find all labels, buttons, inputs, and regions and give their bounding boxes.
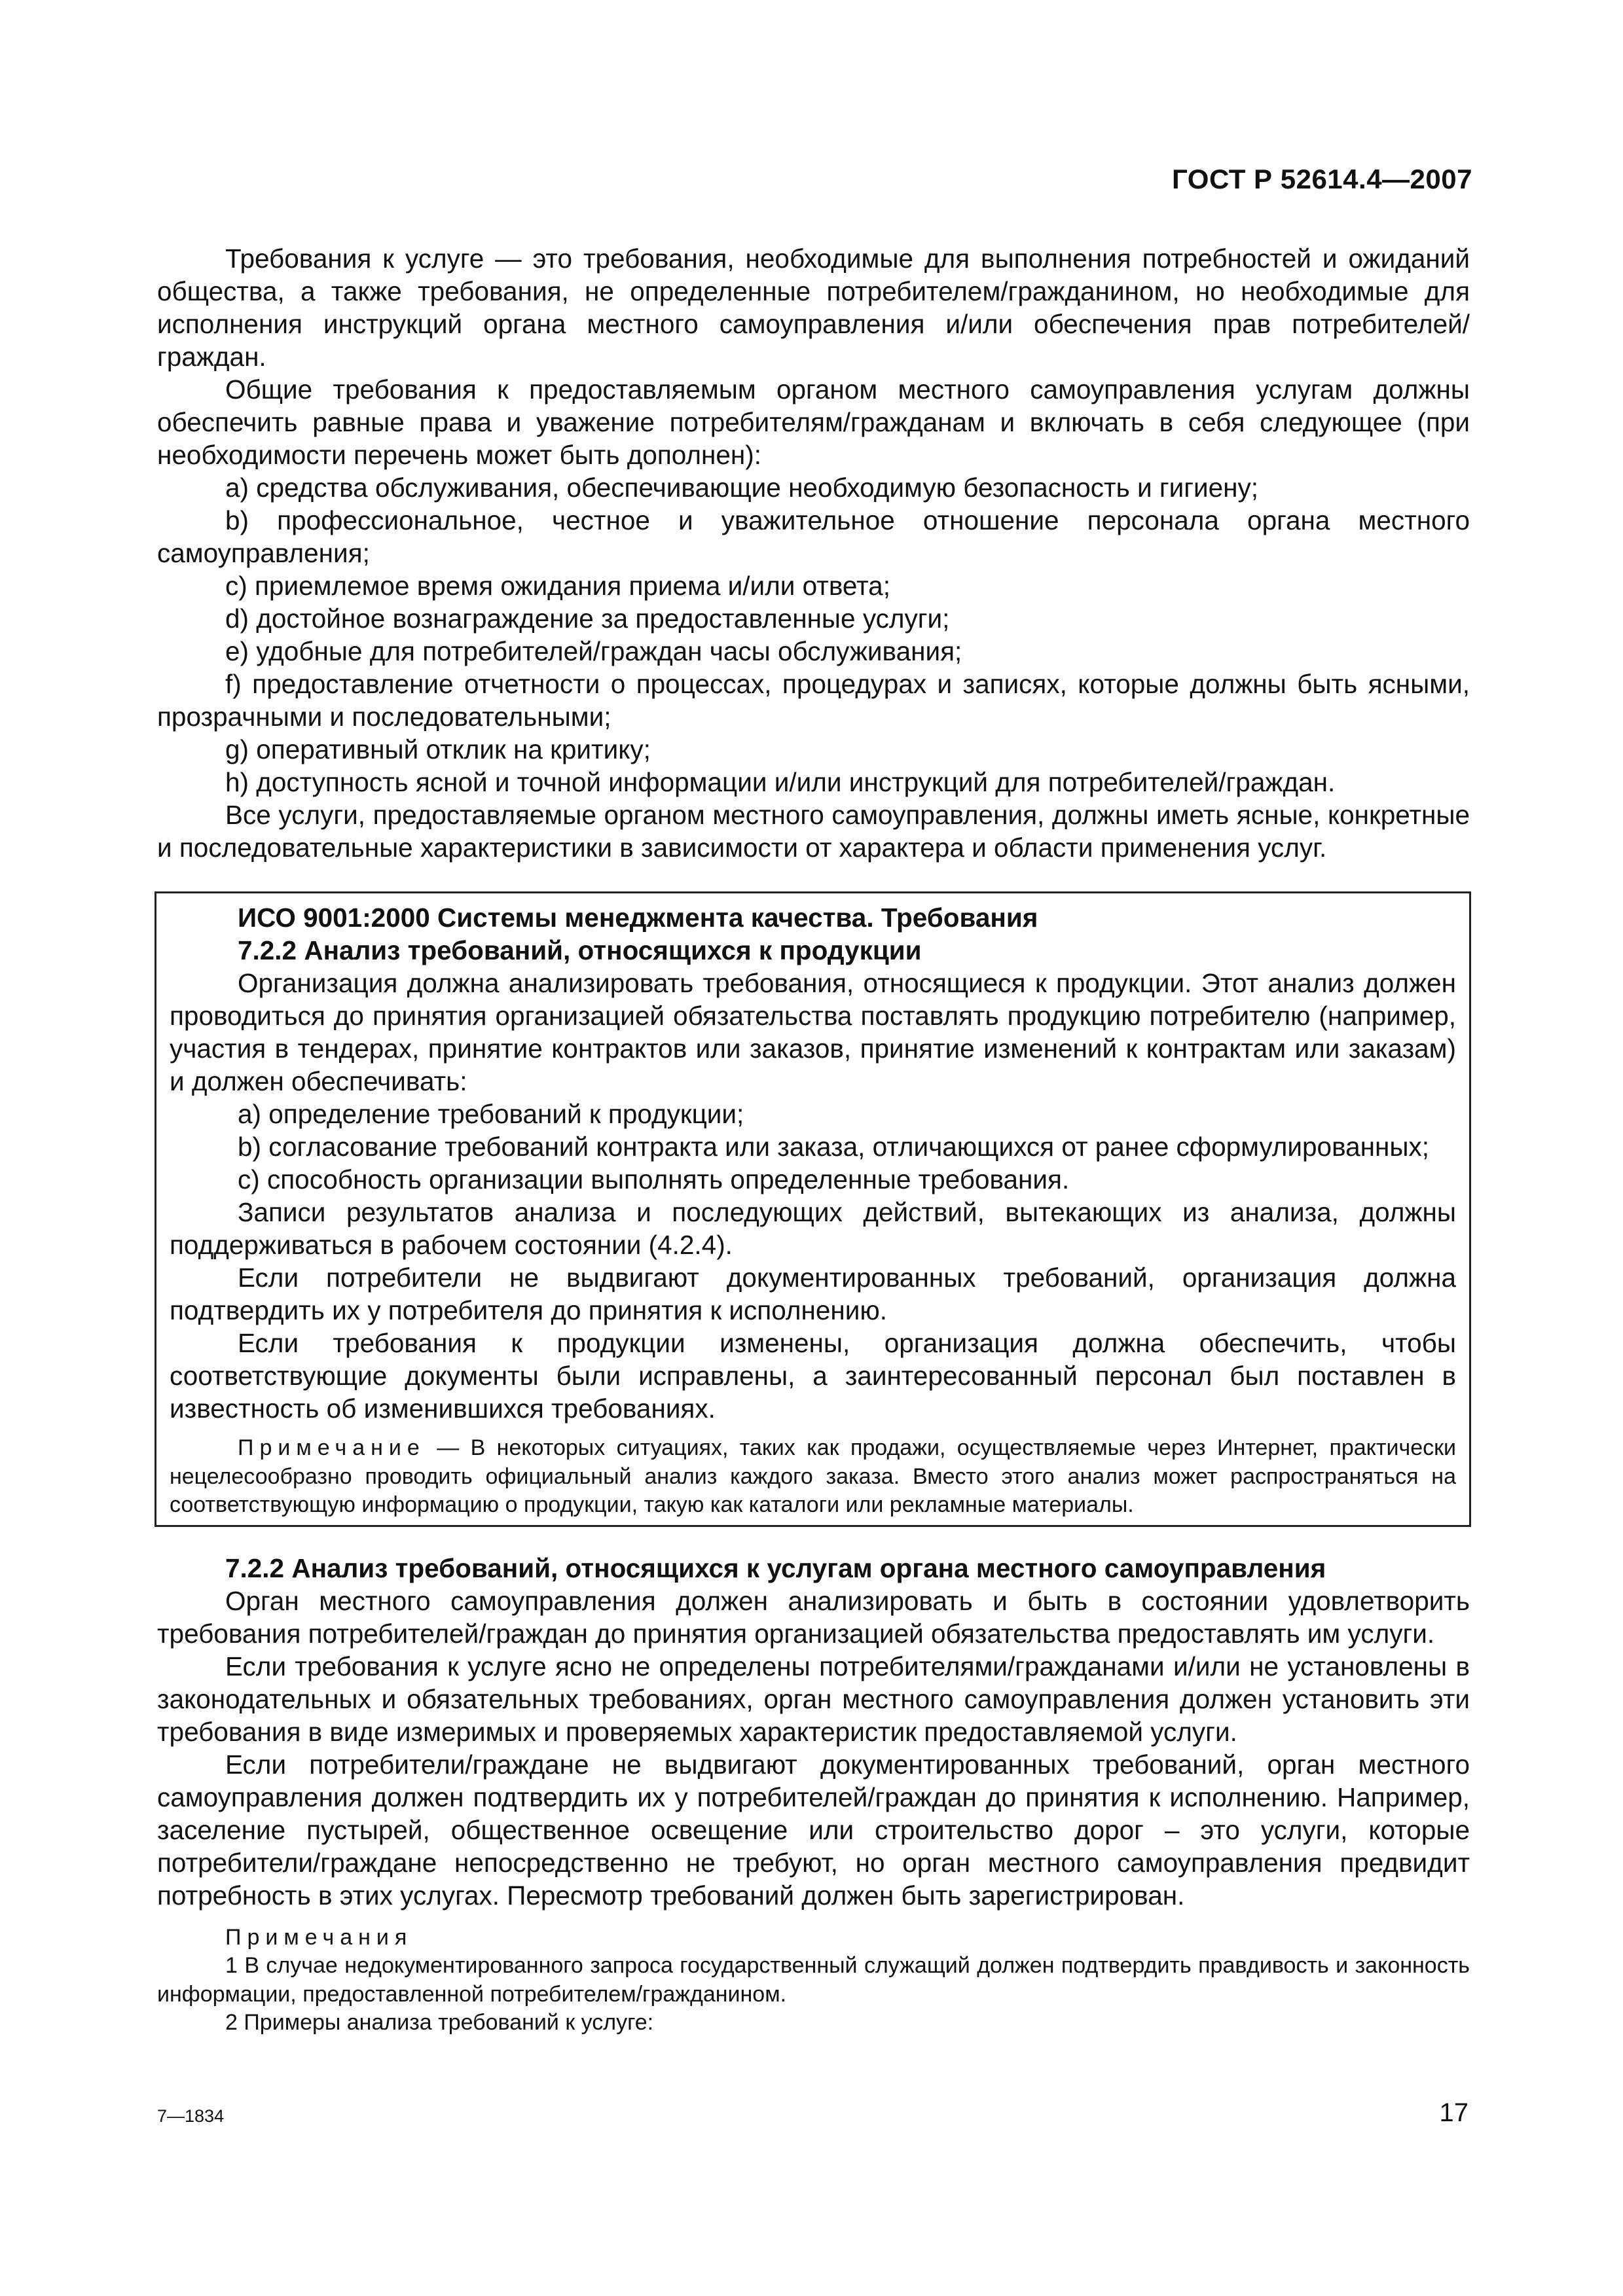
page-number: 17 xyxy=(1439,2098,1468,2127)
iso-box-title: ИСО 9001:2000 Системы менеджмента качества. Требования xyxy=(238,903,1038,933)
notes-block xyxy=(157,1924,1470,2037)
document-id-header: ГОСТ Р 52614.4—2007 xyxy=(1172,164,1472,194)
list-item-f: f) предоставление отчетности о процессах, процедурах и записях, которые должны быть ясными, прозрачными и последовательными; xyxy=(157,669,1470,732)
intro-paragraph: Все услуги, предоставляемые органом местного самоуправления, должны иметь ясные, конкретные и последовательные характеристики в зависимости от характера и области применения услуг. xyxy=(157,800,1470,863)
list-item-b: b) профессиональное, честное и уважительное отношение персонала органа местного самоуправления; xyxy=(157,505,1470,568)
note-item: 2 Примеры анализа требований к услуге: xyxy=(225,2010,654,2035)
print-code: 7—1834 xyxy=(157,2106,225,2126)
iso-quote-box xyxy=(155,891,1471,1527)
iso-box-paragraph: Если требования к продукции изменены, организация должна обеспечить, чтобы соответствующие документы были исправлены, а заинтересованный персонал был поставлен в известность об изменившихся требованиях. xyxy=(170,1328,1456,1424)
list-item-g: g) оперативный отклик на критику; xyxy=(225,734,651,764)
section-paragraph: Если потребители/граждане не выдвигают документированных требований, орган местного самоуправления должен подтвердить их у потребителей/граждан до принятия к исполнению. Например, заселение пустырей, общественное освещение или строительство дорог – это услуги, которые потребители/граждане непосредственно не требуют, но орган местного самоуправления предвидит потребность в этих услугах. Пересмотр требований должен быть зарегистрирован. xyxy=(157,1749,1470,1910)
note-label: Примечание xyxy=(238,1435,426,1460)
note-text: — В некоторых ситуациях, таких как продажи, осуществляемые через Интернет, практически нецелесообразно проводить официальный анализ каждого заказа. Вместо этого анализ может распространяться на соответствующую информацию о продукции, такую как каталоги или рекламные материалы. xyxy=(170,1435,1456,1517)
iso-box-paragraph: Организация должна анализировать требования, относящиеся к продукции. Этот анализ должен проводиться до принятия организацией обязательства поставлять продукцию потребителю (например, участия в тендерах, принятие контрактов или заказов, принятие изменений к контрактам или заказам) и должен обеспечивать: xyxy=(170,968,1456,1096)
iso-box-paragraph: Записи результатов анализа и последующих действий, вытекающих из анализа, должны поддерживаться в рабочем состоянии (4.2.4). xyxy=(170,1197,1456,1260)
list-item-a: a) средства обслуживания, обеспечивающие необходимую безопасность и гигиену; xyxy=(225,473,1259,503)
page-body xyxy=(157,242,1470,2037)
iso-box-note xyxy=(170,1434,1456,1520)
section-heading: 7.2.2 Анализ требований, относящихся к услугам органа местного самоуправления xyxy=(225,1552,1326,1583)
list-item-d: d) достойное вознаграждение за предоставленные услуги; xyxy=(225,603,950,634)
iso-box-list-item-a: a) определение требований к продукции; xyxy=(238,1099,744,1129)
list-item-e: e) удобные для потребителей/граждан часы обслуживания; xyxy=(225,636,962,666)
notes-title: Примечания xyxy=(225,1924,413,1950)
iso-box-paragraph: Если потребители не выдвигают документированных требований, организация должна подтвердить их у потребителя до принятия к исполнению. xyxy=(170,1263,1456,1325)
iso-box-list-item-b: b) согласование требований контракта или заказа, отличающихся от ранее сформулированных; xyxy=(238,1132,1430,1162)
intro-paragraph: Требования к услуге — это требования, необходимые для выполнения потребностей и ожиданий общества, а также требования, не определенные потребителем/гражданином, но необходимые для исполнения инструкций органа местного самоуправления и/или обеспечения прав потребителей/граждан. xyxy=(157,243,1470,372)
list-item-c: c) приемлемое время ожидания приема и/или ответа; xyxy=(225,571,890,601)
iso-box-list-item-c: c) способность организации выполнять определенные требования. xyxy=(238,1164,1070,1194)
intro-paragraph: Общие требования к предоставляемым органом местного самоуправления услугам должны обеспечить равные права и уважение потребителям/гражданам и включать в себя следующее (при необходимости перечень может быть дополнен): xyxy=(157,374,1470,470)
list-item-h: h) доступность ясной и точной информации и/или инструкций для потребителей/граждан. xyxy=(225,767,1336,797)
section-paragraph: Орган местного самоуправления должен анализировать и быть в состоянии удовлетворить требования потребителей/граждан до принятия организацией обязательства предоставлять им услуги. xyxy=(157,1585,1470,1649)
section-paragraph: Если требования к услуге ясно не определены потребителями/гражданами и/или не установлены в законодательных и обязательных требованиях, орган местного самоуправления должен установить эти требования в виде измеримых и проверяемых характеристик предоставляемой услуги. xyxy=(157,1651,1470,1747)
iso-box-subtitle: 7.2.2 Анализ требований, относящихся к продукции xyxy=(238,935,922,965)
note-item: 1 В случае недокументированного запроса государственный служащий должен подтвердить правдивость и законность информации, предоставленной потребителем/гражданином. xyxy=(157,1953,1470,2007)
